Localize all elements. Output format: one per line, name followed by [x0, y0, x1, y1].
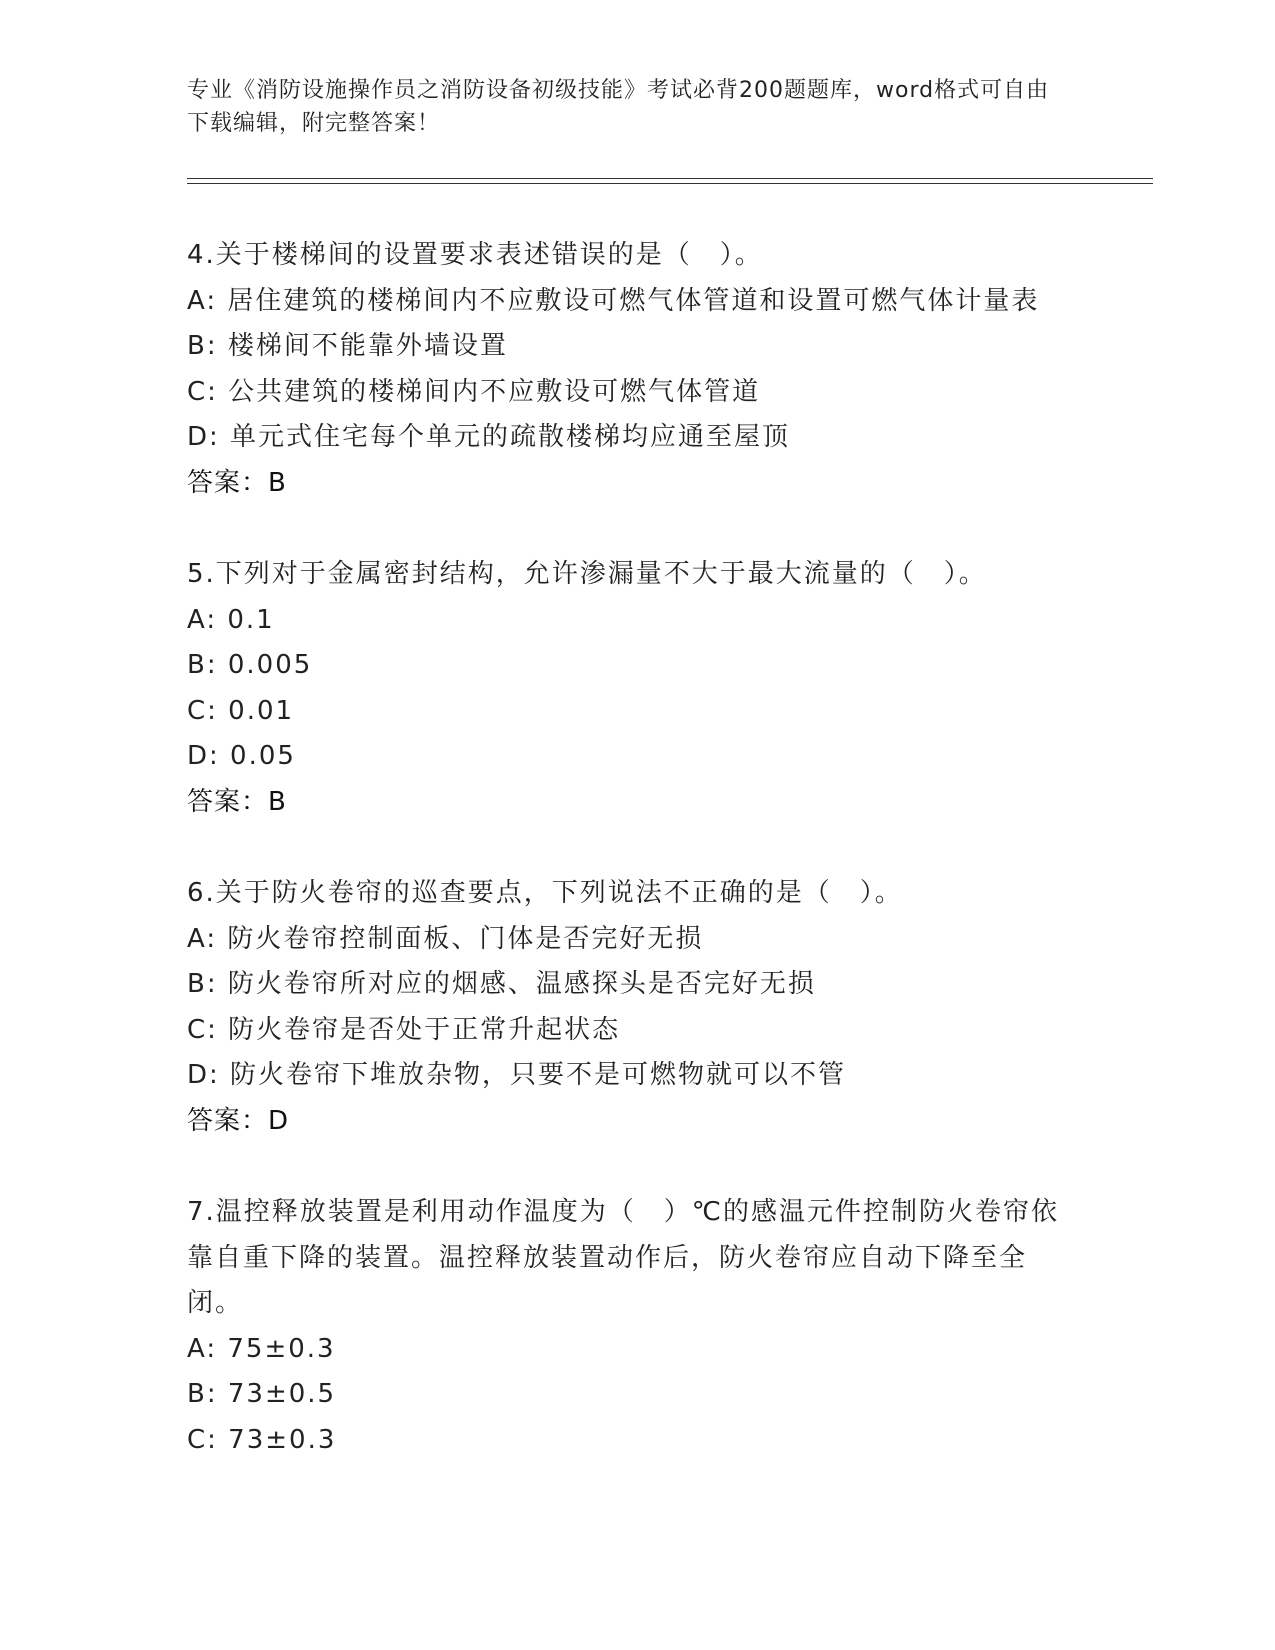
option-a: A: 居住建筑的楼梯间内不应敷设可燃气体管道和设置可燃气体计量表	[187, 285, 1040, 316]
question-block	[187, 552, 1087, 825]
option-b: B: 楼梯间不能靠外墙设置	[187, 331, 508, 361]
option-a: A: 0.1	[187, 604, 275, 635]
option-d: D: 单元式住宅每个单元的疏散楼梯均应通至屋顶	[187, 422, 791, 452]
question-block	[187, 871, 1087, 1144]
option-b: B: 73±0.5	[187, 1379, 337, 1409]
option-a: A: 75±0.3	[187, 1333, 336, 1364]
option-b: B: 防火卷帘所对应的烟感、温感探头是否完好无损	[187, 969, 816, 999]
option-d: D: 防火卷帘下堆放杂物，只要不是可燃物就可以不管	[187, 1060, 847, 1090]
option-c: C: 公共建筑的楼梯间内不应敷设可燃气体管道	[187, 376, 761, 407]
option-b: B: 0.005	[187, 650, 313, 680]
question-stem: 5.下列对于金属密封结构，允许渗漏量不大于最大流量的（ ）。	[187, 559, 987, 589]
answer-line: 答案：D	[187, 1105, 290, 1136]
header-rule-bottom	[187, 183, 1153, 184]
option-c: C: 0.01	[187, 695, 295, 726]
question-block	[187, 1190, 1087, 1463]
question-stem: 6.关于防火卷帘的巡查要点，下列说法不正确的是（ ）。	[187, 878, 903, 908]
answer-line: 答案：B	[187, 467, 287, 498]
document-header: 专业《消防设施操作员之消防设备初级技能》考试必背200题题库，word格式可自由下载编辑，附完整答案！	[187, 78, 1050, 136]
option-a: A: 防火卷帘控制面板、门体是否完好无损	[187, 923, 704, 954]
answer-line: 答案：B	[187, 786, 287, 817]
header-rule-top	[187, 178, 1153, 179]
option-d: D: 0.05	[187, 741, 296, 771]
option-c: C: 73±0.3	[187, 1424, 337, 1455]
question-stem: 7.温控释放装置是利用动作温度为（ ）℃的感温元件控制防火卷帘依靠自重下降的装置。温控释放装置动作后，防火卷帘应自动下降至全闭。	[187, 1197, 1060, 1318]
question-stem: 4.关于楼梯间的设置要求表述错误的是（ ）。	[187, 240, 763, 270]
option-c: C: 防火卷帘是否处于正常升起状态	[187, 1014, 621, 1045]
question-block	[187, 233, 1087, 506]
